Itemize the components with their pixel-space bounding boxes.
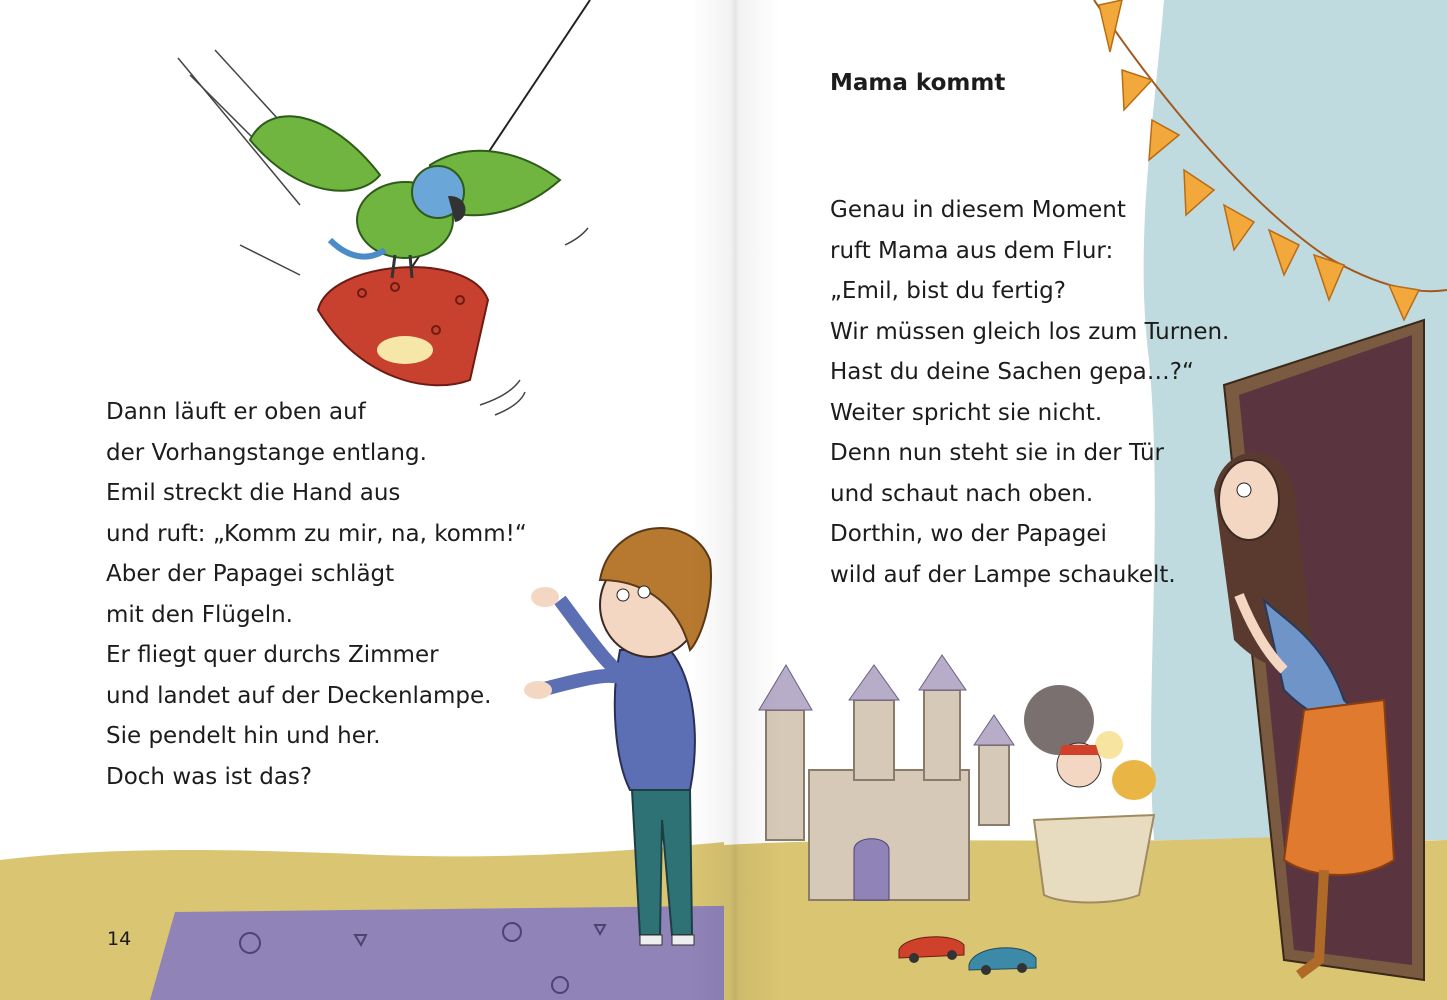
text-line: Wir müssen gleich los zum Turnen.	[830, 318, 1230, 345]
text-line: Aber der Papagei schlägt	[106, 561, 395, 587]
toy-basket-illustration	[1024, 685, 1156, 903]
text-line: Emil streckt die Hand aus	[106, 480, 401, 506]
text-line: Genau in diesem Moment	[830, 197, 1126, 223]
page-number: 14	[107, 928, 132, 950]
text-line: Sie pendelt hin und her.	[106, 723, 381, 749]
text-line: Weiter spricht sie nicht.	[830, 399, 1103, 426]
text-line: ruft Mama aus dem Flur:	[830, 237, 1114, 264]
text-line: mit den Flügeln.	[106, 601, 293, 628]
text-line: und schaut nach oben.	[830, 480, 1094, 507]
right-page	[724, 0, 1447, 1000]
text-line: und landet auf der Deckenlampe.	[106, 682, 492, 709]
text-line: Hast du deine Sachen gepa…?“	[830, 359, 1194, 385]
text-line: wild auf der Lampe schaukelt.	[830, 561, 1176, 588]
text-line: Dann läuft er oben auf	[106, 399, 366, 425]
text-line: Dorthin, wo der Papagei	[830, 521, 1107, 547]
ceiling-lamp	[318, 267, 488, 385]
rug	[150, 905, 724, 1000]
text-line: und ruft: „Komm zu mir, na, komm!“	[106, 520, 527, 547]
text-line: Denn nun steht sie in der Tür	[830, 440, 1164, 466]
left-story-text	[106, 392, 527, 797]
parrot-illustration	[250, 116, 560, 278]
text-line: Doch was ist das?	[106, 763, 313, 790]
chapter-title: Mama kommt	[830, 70, 1006, 96]
text-line: Er fliegt quer durchs Zimmer	[106, 642, 439, 668]
text-line: der Vorhangstange entlang.	[106, 439, 427, 466]
right-story-text	[830, 190, 1229, 595]
text-line: „Emil, bist du fertig?	[830, 278, 1066, 304]
